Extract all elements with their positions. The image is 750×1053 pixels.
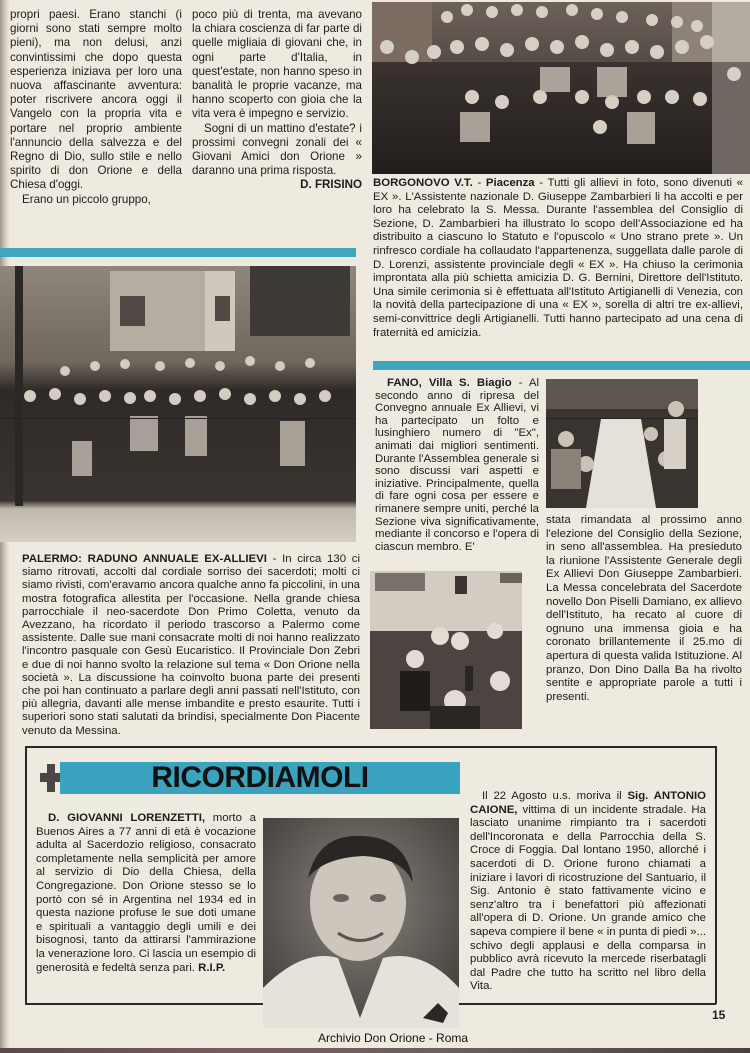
palermo-article: PALERMO: RADUNO ANNUALE EX-ALLIEVI - In circa 130 ci siamo ritrovati, accolti dal cordiale sorriso dei sacerdoti; molti ci siamo rivisti, com'eravamo ancora qualche anno fa piccolini, in una mostra fotografica allestita per l'occasione. Nella grande chiesa parrocchiale il neo-sacerdote Don Primo Coletta, venuto da Avezzano, ha ricordato il periodo trascorso a Palermo come assistente. Dalle sue mani consacrate molti di noi hanno realizzato l'incontro pasquale con Gesù Eucaristico. Il Provinciale Don Zebri e due di noi hanno svolto la relazione sul tema « Don Orione nella società ». La discussione ha coinvolto buona parte dei presenti che poi han continuato a parlare degli anni passati nell'Istituto, con più allegria, davanti alle mense imbandite e presto esaurite. Tutti i superiori sono stati salutati da brindisi, specialmente Don Piacente venuto da Messina. <box>22 553 360 737</box>
page-number: 15 <box>712 1008 726 1022</box>
lorenzetti-obituary <box>36 812 256 975</box>
article-column-1 <box>10 8 182 207</box>
fano-text-b: stata rimandata al prossimo anno l'elezione del Consiglio della Sezione, in seno all'assemblea. Ha presieduto la riunione l'Assistente Generale degli Ex Allievi Don Giuseppe Zambarbieri. La Messa concelebrata del Sacerdote novello Don Piselli Damiano, ex allievo dell'Istituto, ha recato al cuore di ognuno una immensa gioia e ha coronato brillantemente il 25.mo di apertura di questa valida Istituzione. Al pranzo, Don Dino Dalla Ba ha rivolto sentite e appropriate parole a tutti i presenti. <box>546 514 742 703</box>
borgonovo-heading: BORGONOVO V.T. <box>373 177 473 189</box>
lorenzetti-rip: R.I.P. <box>198 961 226 974</box>
lorenzetti-text: morto a Buenos Aires a 77 anni di età è vocazione adulta al Sacerdozio religioso, consacrato completamente nella semplicità per amore al servizio di Dio della Chiesa, della Congregazione. Don Orione stesso se lo portò con sé in Argentina nel 1934 ed in questa nazione profuse le sue doti umane e spirituali a vantaggio degli umili e dei bisognosi, tanto da attirarsi l'ammirazione la venerazione loro. Ci lascia un esempio di generosità e fedeltà senza pari. <box>36 812 256 974</box>
caione-obituary <box>470 790 706 994</box>
borgonovo-article: BORGONOVO V.T. - Piacenza - Tutti gli allievi in foto, sono divenuti « EX ». L'Assistente nazionale D. Giuseppe Zambarbieri li ha accolti e per loro ha celebrato la S. Messa. Durante l'assemblea del Consiglio di Sezione, D. Zambarbieri ha illustrato lo scopo dell'Associazione ed ha distribuito a ciascuno lo Statuto e l'opuscolo « Uno strano prete ». Un rinfresco cordiale ha collaudato l'appartenenza, suggellata dalle parole di D. Lorenzi, assistente provinciale degli « EX ». Ha chiuso la cerimonia improntata alla più schietta amicizia D. G. Bernini, Direttore dell'Istituto. Una simile cerimonia si è effettuata all'Istituto Artigianelli di Venezia, con la novità della partecipazione di una « EX », sorella di altri tre ex-allievi, semi-convittrice degli Artigianelli. Tutti hanno partecipato ad una cena di fraternità ed amicizia. <box>373 177 744 339</box>
fano-dinner-photo <box>546 379 698 508</box>
article-paragraph: Erano un piccolo gruppo, <box>22 192 151 206</box>
box-border-right <box>715 746 717 1004</box>
fano-heading: FANO, Villa S. Biagio <box>387 377 512 389</box>
caione-name: Sig. ANTONIO CAIONE, <box>470 790 706 816</box>
portrait-photo <box>263 818 459 1028</box>
section-divider-bar <box>373 361 750 370</box>
ricordiamoli-title-band <box>60 762 460 794</box>
archive-watermark: Archivio Don Orione - Roma <box>318 1031 469 1045</box>
borgonovo-group-photo <box>372 2 750 174</box>
article-signature: D. FRISINO <box>300 178 362 192</box>
article-column-2 <box>192 8 362 193</box>
palermo-group-photo <box>0 266 356 542</box>
fano-text-a: Al secondo anno di ripresa del Convegno annuale Ex Allievi, vi ha partecipato un folto e lusinghiero numero di "Ex", animati dai migliori sentimenti. Durante l'Assemblea generale si sono discussi vari aspetti e iniziative. Principalmente, quella di fare ogni cosa per essere e rimanere sempre uniti, perché la Sezione viva significativamente, mediante il concorso e l'opera di ciascun membro. E' <box>375 377 539 553</box>
lorenzetti-name: D. GIOVANNI LORENZETTI, <box>48 812 206 824</box>
palermo-heading: PALERMO: RADUNO ANNUALE EX-ALLIEVI <box>22 553 267 565</box>
caione-text: vittima di un incidente stradale. Ha lasciato unanime rimpianto tra i sacerdoti dell'Incoronata e della Parrocchia della S. Croce di Foggia. Dal lontano 1950, allorché i sacerdoti di D. Orione furono chiamati a iniziare i lavori di ricostruzione del Santuario, il Sig. Antonio è stato fattivamente vicino e senz'altro tra i benefattori più affezionati all'opera di D. Orione. Un grande amico che sapeva compiere il bene « in punta di piedi »... schivo degli applausi e della comparsa in pubblico avrà ricevuto la mercede riserbatagli dal Padre che tutto ha scritto nel libro della Vita. <box>470 803 706 993</box>
article-paragraph: poco più di trenta, ma avevano la chiara coscienza di far parte di quelle migliaia di giovani che, in ogni parte d'Italia, in quest'estate, non hanno speso in banalità le proprie vacanze, ma hanno scoperto con gioia che la vita vera è impegno e servizio. <box>192 8 362 121</box>
palermo-text: In circa 130 ci siamo ritrovati, accolti dal cordiale sorriso dei sacerdoti; molti ci siamo rivisti, com'eravamo ancora qualche anno fa piccolini, in una mostra fotografica allestita per l'occasione. Nella grande chiesa parrocchiale il neo-sacerdote Don Primo Coletta, venuto da Avezzano, ha ricordato il periodo trascorso a Palermo come assistente. Dalle sue mani consacrate molti di noi hanno realizzato l'incontro pasquale con Gesù Eucaristico. Il Provinciale Don Zebri e due di noi hanno svolto la relazione sul tema « Don Orione nella società ». La discussione ha coinvolto buona parte dei presenti che poi han continuato a parlare degli anni passati nell'Istituto, con più allegria, davanti alle mense imbandite e presto esaurite. Tutti i superiori sono stati salutati da brindisi, specialmente Don Piacente venuto da Messina. <box>22 553 360 737</box>
cross-icon <box>40 764 62 792</box>
scan-bottom-edge <box>0 1048 750 1053</box>
box-border-top <box>25 746 717 748</box>
ricordiamoli-title: RICORDIAMOLI <box>151 761 369 794</box>
caione-intro: Il 22 Agosto u.s. moriva il <box>482 790 622 802</box>
article-paragraph: propri paesi. Erano stanchi (i giorni sono stati sempre molto pieni), ma non delusi, anzi convintissimi che dopo questa esperienza iniziava per loro una nuova affascinante avventura: poter riscrivere ancora oggi il Vangelo con la propria vita e portare nel proprio ambiente l'annuncio della salvezza e del Regno di Dio, sullo stile e nello spirito di don Orione e della Chiesa d'oggi. <box>10 8 182 192</box>
section-divider-bar <box>0 248 356 257</box>
box-border-bottom <box>458 1003 716 1005</box>
fano-article-part-1: FANO, Villa S. Biagio - Al secondo anno di ripresa del Convegno annuale Ex Allievi, vi ha partecipato un folto e lusinghiero numero di "Ex", animati dai migliori sentimenti. Durante l'Assemblea generale si sono discussi vari aspetti e iniziative. Principalmente, quella di fare ogni cosa per essere e rimanere sempre uniti, perché la Sezione viva significativamente, mediante il concorso e l'opera di ciascun membro. E' <box>375 377 539 553</box>
fano-article-part-2 <box>546 514 742 704</box>
article-paragraph: Sogni di un mattino d'estate? i prossimi convegni zonali dei « Giovani Amici don Orione » daranno una prima risposta. <box>192 121 362 178</box>
borgonovo-place: Piacenza <box>485 177 535 189</box>
borgonovo-text: Tutti gli allievi in foto, sono divenuti « EX ». L'Assistente nazionale D. Giuseppe Zambarbieri li ha accolti e per loro ha celebrato la S. Messa. Durante l'assemblea del Consiglio di Sezione, D. Zambarbieri ha illustrato lo scopo dell'Associazione ed ha distribuito a ciascuno lo Statuto e l'opuscolo « Uno strano prete ». Un rinfresco cordiale ha collaudato l'appartenenza, suggellata dalle parole di D. Lorenzi, assistente provinciale degli « EX ». Ha chiuso la cerimonia improntata alla più schietta amicizia D. G. Bernini, Direttore dell'Istituto. Una simile cerimonia si è effettuata all'Istituto Artigianelli di Venezia, con la novità della partecipazione di una « EX », sorella di altri tre ex-allievi, semi-convittrice degli Artigianelli. Tutti hanno partecipato ad una cena di fraternità ed amicizia. <box>373 177 744 339</box>
box-border-left <box>25 746 27 1004</box>
palermo-dinner-photo <box>370 571 522 729</box>
box-border-bottom <box>25 1003 263 1005</box>
